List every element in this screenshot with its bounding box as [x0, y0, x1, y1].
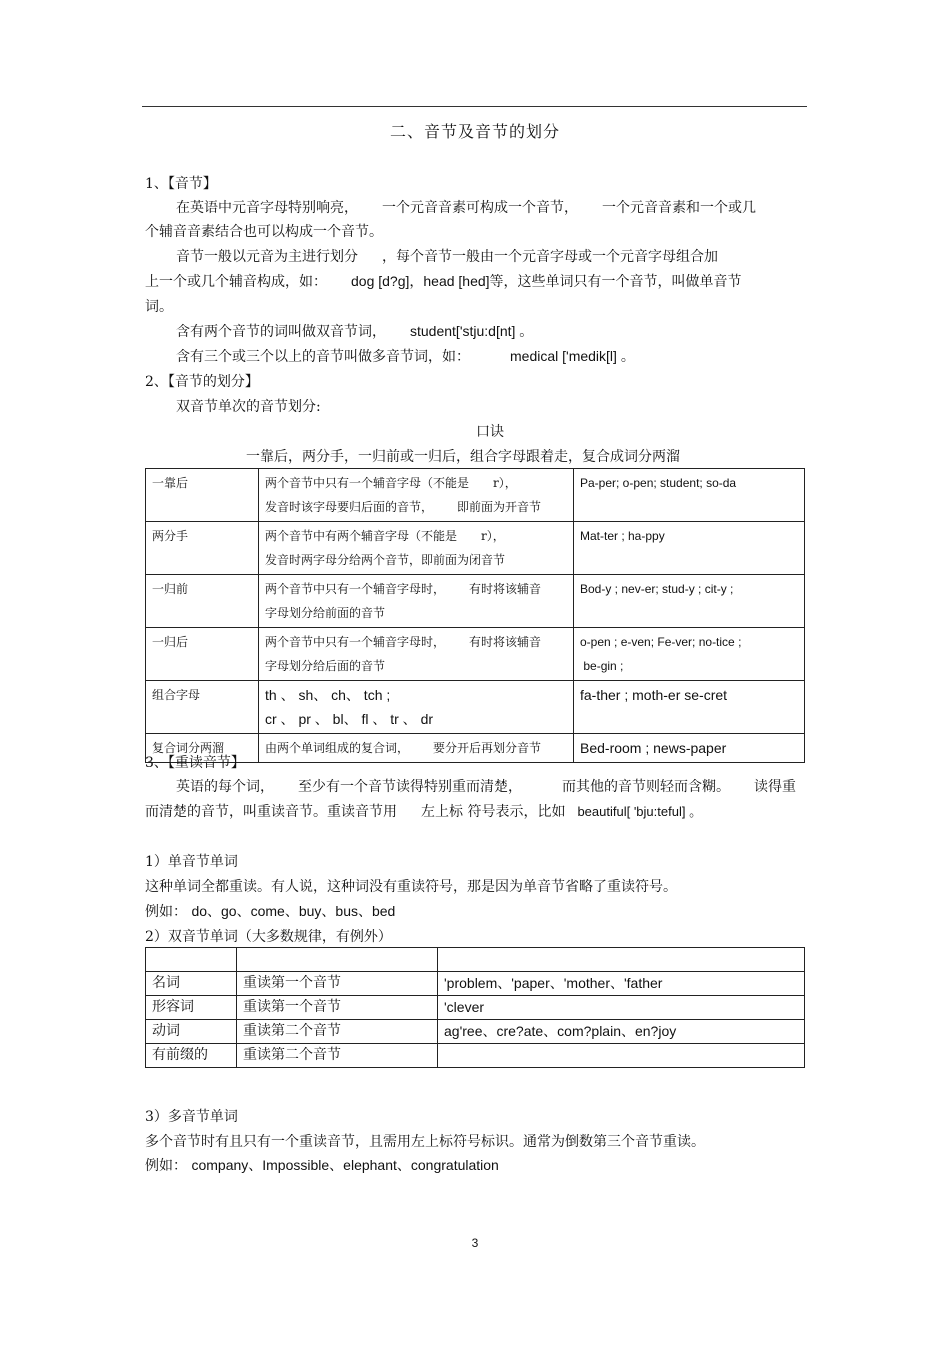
rule-example-cell: fa-ther ; moth-er se-cret: [574, 681, 805, 734]
rule-name-cell: 一靠后: [146, 469, 259, 522]
syllable-division-table: [145, 468, 805, 763]
rule-desc-cell: [259, 681, 574, 734]
table-row: [146, 469, 805, 522]
section-3-heading: 3、【重读音节】: [145, 755, 245, 771]
s1-para-2-cont: [145, 271, 742, 291]
sub-heading-1: 1）单音节单词: [145, 854, 238, 870]
text-span: be-gin ;: [583, 659, 624, 673]
text-span: 字母划分给前面的音节: [265, 606, 386, 620]
s1-para-4: [176, 346, 635, 366]
text-span: r），: [493, 476, 517, 490]
text-span: 至少有一个音节读得特别重而清楚，: [298, 779, 522, 795]
rule-name-cell: 复合词分两溜: [146, 734, 259, 763]
sub-heading-3: 3）多音节单词: [145, 1109, 238, 1125]
text-span: cr 、 pr 、 bl、 fl 、 tr 、 dr: [265, 711, 434, 727]
example-cell: [438, 1044, 805, 1068]
text-span: 有时将该辅音: [469, 635, 542, 649]
rule-name-cell: 两分手: [146, 522, 259, 575]
text-span: 两个音节中有两个辅音字母（不能是: [265, 529, 458, 543]
text-span: 发音时两字母分给两个音节，即前面为闭音节: [265, 553, 506, 567]
text-span: 一个元音音素和一个或几: [602, 200, 756, 216]
text-span: 含有两个音节的词叫做双音节词，: [176, 324, 386, 340]
text-span: 音节一般以元音为主进行划分: [176, 249, 358, 265]
stress-rule-cell: 重读第二个音节: [237, 1020, 438, 1044]
text-span: 即前面为开音节: [457, 500, 542, 514]
example-cell: 'clever: [438, 996, 805, 1020]
section-1-heading: 1、【音节】: [145, 176, 217, 192]
text-span: company、Impossible、elephant、congratulation: [191, 1157, 499, 1173]
s3-para-1-cont: [145, 801, 702, 821]
s1-para-1: [176, 197, 756, 217]
text-span: o-pen ; e-ven; Fe-ver; no-tice ;: [580, 635, 742, 649]
text-span: r），: [481, 529, 505, 543]
s3-para-1: [176, 776, 796, 796]
page-title: 二、音节及音节的划分: [389, 122, 560, 141]
table-row: [146, 1020, 805, 1044]
text-span: 英语的每个词，: [176, 779, 274, 795]
rule-example-cell: Bod-y ; nev-er; stud-y ; cit-y ;: [574, 575, 805, 628]
table-row: [146, 1044, 805, 1068]
text-span: beautiful[ 'bju:teful] 。: [577, 804, 703, 819]
rule-example-cell: [574, 628, 805, 681]
table-row: [146, 996, 805, 1020]
rule-name-cell: 组合字母: [146, 681, 259, 734]
s2-intro: 双音节单次的音节划分:: [176, 399, 321, 415]
koujue-rhyme: 一靠后，两分手，一归前或一归后，组合字母跟着走，复合成词分两溜: [246, 449, 680, 465]
text-span: 读得重: [754, 779, 796, 795]
rule-example-cell: Mat-ter ; ha-ppy: [574, 522, 805, 575]
text-span: ，每个音节一般由一个元音字母或一个元音字母组合加: [382, 249, 718, 265]
table-row: [146, 972, 805, 996]
text-span: 字母划分给后面的音节: [265, 659, 386, 673]
rule-desc-cell: [259, 522, 574, 575]
word-type-cell: 动词: [146, 1020, 237, 1044]
word-type-cell: 有前缀的: [146, 1044, 237, 1068]
example-cell: ag'ree、cre?ate、com?plain、en?joy: [438, 1020, 805, 1044]
rule-desc-cell: [259, 628, 574, 681]
rule-desc-cell: [259, 469, 574, 522]
table-row: [146, 522, 805, 575]
text-span: 而清楚的音节，叫重读音节。重读音节用: [145, 804, 397, 820]
table-row: [146, 575, 805, 628]
rule-example-cell: Pa-per; o-pen; student; so-da: [574, 469, 805, 522]
text-span: 在英语中元音字母特别响亮，: [176, 200, 358, 216]
text-span: 发音时该字母要归后面的音节，: [265, 500, 434, 514]
rule-example-cell: Bed-room ; news-paper: [574, 734, 805, 763]
text-span: 两个音节中只有一个辅音字母时，: [265, 582, 446, 596]
text-span: 例如：: [145, 1158, 187, 1174]
text-span: 有时将该辅音: [469, 582, 542, 596]
table-row: [146, 628, 805, 681]
text-span: medical ['medik[l] 。: [510, 348, 635, 364]
table-row: [146, 948, 805, 972]
section-2-heading: 2、【音节的划分】: [145, 374, 259, 390]
text-span: 两个音节中只有一个辅音字母（不能是: [265, 476, 470, 490]
text-span: 含有三个或三个以上的音节叫做多音节词，如：: [176, 349, 470, 365]
stress-rule-cell: [237, 948, 438, 972]
text-span: 一个元音音素可构成一个音节，: [382, 200, 578, 216]
rule-desc-cell: [259, 734, 574, 763]
word-type-cell: [146, 948, 237, 972]
page-number: 3: [471, 1236, 479, 1250]
example-cell: [438, 948, 805, 972]
text-span: th 、 sh、 ch、 tch ;: [265, 687, 391, 703]
stress-table: [145, 947, 805, 1068]
s1-para-2: [176, 246, 718, 266]
s1-para-1-cont: 个辅音音素结合也可以构成一个音节。: [145, 224, 383, 240]
text-span: 左上标 符号表示，比如: [421, 804, 566, 820]
text-span: 两个音节中只有一个辅音字母时，: [265, 635, 446, 649]
text-span: do、go、come、buy、bus、bed: [191, 903, 396, 919]
rule-desc-cell: [259, 575, 574, 628]
text-span: 由两个单词组成的复合词，: [265, 741, 410, 755]
text-span: student['stju:d[nt] 。: [410, 323, 534, 339]
rule-name-cell: 一归前: [146, 575, 259, 628]
word-type-cell: 名词: [146, 972, 237, 996]
s1-para-2-end: 词。: [145, 299, 173, 315]
sub1-example: [145, 901, 395, 921]
text-span: 例如：: [145, 904, 187, 920]
stress-rule-cell: 重读第一个音节: [237, 996, 438, 1020]
word-type-cell: 形容词: [146, 996, 237, 1020]
text-span: 而其他的音节则轻而含糊。: [562, 779, 730, 795]
text-span: 要分开后再划分音节: [433, 741, 542, 755]
rule-name-cell: 一归后: [146, 628, 259, 681]
stress-rule-cell: 重读第二个音节: [237, 1044, 438, 1068]
sub3-text: 多个音节时有且只有一个重读音节，且需用左上标符号标识。通常为倒数第三个音节重读。: [145, 1134, 705, 1150]
koujue-label: 口诀: [476, 424, 504, 440]
sub-heading-2: 2）双音节单词（大多数规律，有例外）: [145, 929, 392, 945]
s1-para-3: [176, 321, 533, 341]
text-span: dog [d?g]，head [hed]等，这些单词只有一个音节，叫做单音节: [351, 273, 742, 289]
sub3-example: [145, 1155, 499, 1175]
sub1-text: 这种单词全都重读。有人说，这种词没有重读符号，那是因为单音节省略了重读符号。: [145, 879, 677, 895]
stress-rule-cell: 重读第一个音节: [237, 972, 438, 996]
header-rule: [142, 106, 807, 107]
text-span: 上一个或几个辅音构成，如：: [145, 274, 327, 290]
example-cell: 'problem、'paper、'mother、'father: [438, 972, 805, 996]
table-row: [146, 681, 805, 734]
